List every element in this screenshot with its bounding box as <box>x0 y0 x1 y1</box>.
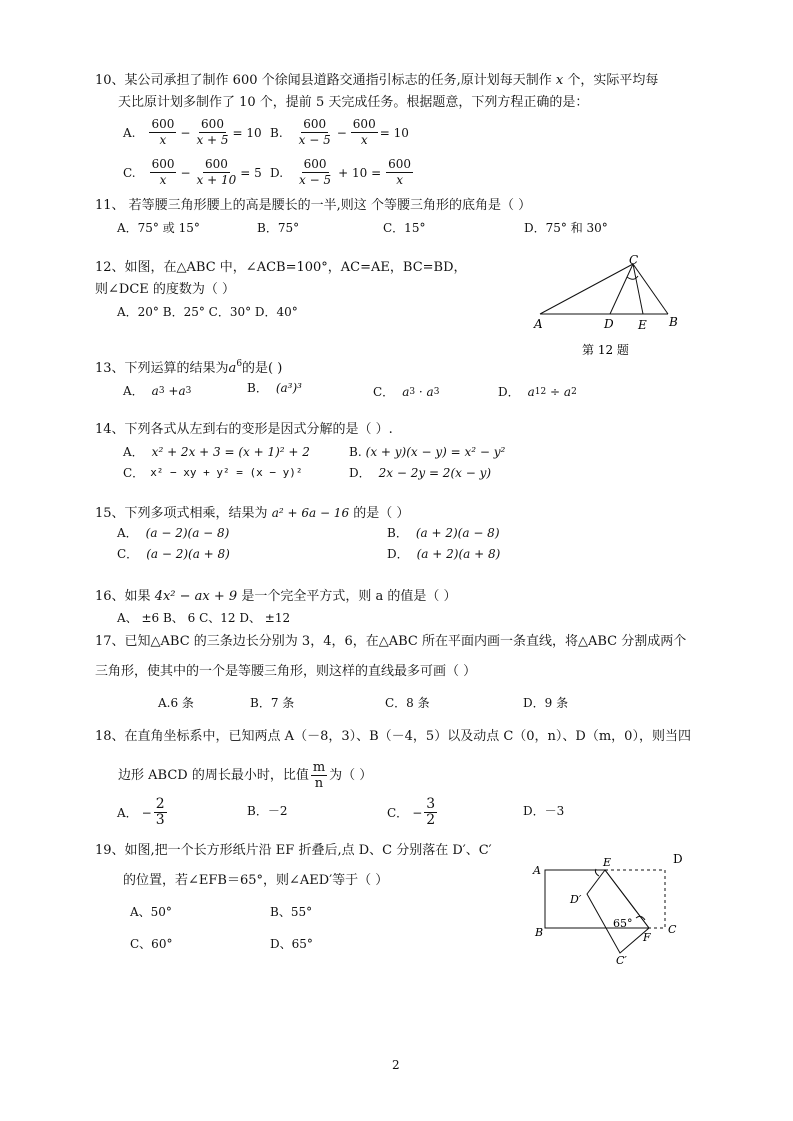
q19-label-c: C <box>668 923 677 936</box>
q10-a-frac2: $\frac{600}{x + 5}$ <box>196 117 229 147</box>
q18-option-c[interactable] <box>387 797 439 828</box>
q19-label-b: B <box>535 926 544 939</box>
q10-c-frac1: $\frac{600}{x}$ <box>151 157 175 187</box>
q14-d-label: D． <box>349 466 371 480</box>
q12-line1: 12、如图，在△ABC 中，∠ACB=100°，AC=AE，BC=BD， <box>95 260 467 275</box>
q19-option-b[interactable]: B、55° <box>270 905 313 919</box>
q15-option-a[interactable] <box>117 524 229 542</box>
q15-option-d[interactable] <box>387 545 500 563</box>
q14-option-a[interactable] <box>123 443 310 461</box>
q19-rect-left <box>545 870 649 928</box>
q14-d-text: 2x − 2y = 2(x − y) <box>378 466 492 480</box>
q10-b-frac2: $\frac{600}{x}$ <box>352 117 376 147</box>
q15-stem-post: 的是（ ） <box>353 506 410 521</box>
q14-b-text: (x + y)(x − y) = x² − y² <box>365 445 506 459</box>
q16-stem-expr: 4x² − ax + 9 <box>154 589 238 604</box>
q19-label-f: F <box>643 931 651 944</box>
q12-label-b: B <box>669 315 678 329</box>
q18-option-a[interactable] <box>117 797 169 828</box>
q19-label-dprime: D′ <box>570 893 582 906</box>
q13-b-text: (a³)³ <box>275 381 302 395</box>
q12-label-e: E <box>638 318 647 332</box>
q18-ratio: $\frac{m}{n}$ <box>312 760 326 791</box>
q19-label-d: D <box>673 852 683 866</box>
q15-stem-pre: 15、下列多项式相乘，结果为 <box>95 506 268 521</box>
q18-option-b[interactable]: B．－2 <box>247 804 288 818</box>
q19-label-cprime: C′ <box>616 954 627 966</box>
q19-option-d[interactable]: D、65° <box>270 937 313 951</box>
q10-c-rhs: = 5 <box>240 165 262 180</box>
q18-a-sign: − <box>141 805 152 820</box>
q16-stem-pre: 16、如果 <box>95 589 151 604</box>
q14-a-text: x² + 2x + 3 = (x + 1)² + 2 <box>151 445 310 459</box>
q15-option-c[interactable] <box>117 545 230 563</box>
q18-a-label: A． <box>117 805 138 820</box>
q10-line1b-text: 个，实际平均每 <box>567 73 659 88</box>
q19-angle-label: 65° <box>613 917 633 930</box>
q12-caption: 第 12 题 <box>582 343 629 357</box>
q17-line2: 三角形，使其中的一个是等腰三角形，则这样的直线最多可画（ ） <box>95 664 477 679</box>
q10-line1-text: 10、某公司承担了制作 600 个徐闻县道路交通指引标志的任务,原计划每天制作 <box>95 73 552 88</box>
q10-a-frac1: $\frac{600}{x}$ <box>151 117 175 147</box>
q15-b-text: (a + 2)(a − 8) <box>415 526 500 540</box>
q12-label-a: A <box>534 317 543 331</box>
q14-option-c[interactable] <box>123 464 303 482</box>
q14-stem: 14、下列各式从左到右的变形是因式分解的是（ ）. <box>95 422 393 437</box>
q10-b-frac1: $\frac{600}{x - 5}$ <box>298 117 331 147</box>
q17-option-c[interactable]: C．8 条 <box>385 696 430 710</box>
q10-b-label: B. <box>270 125 283 140</box>
q19-angle-efb <box>636 916 645 920</box>
q13-option-c[interactable]: C． a 3 · a 3 <box>373 385 440 399</box>
q15-c-text: (a − 2)(a + 8) <box>146 547 230 561</box>
q11-option-a[interactable]: A．75° 或 15° <box>117 221 200 235</box>
q10-d-label: D. <box>270 165 284 180</box>
q11-option-c[interactable]: C．15° <box>383 221 426 235</box>
q18-a-frac: $\frac{2}{3}$ <box>155 796 165 828</box>
q10-d-frac1: $\frac{600}{x - 5}$ <box>299 157 332 187</box>
q15-option-b[interactable] <box>387 524 500 542</box>
q12-options[interactable]: A．20° B．25° C．30° D．40° <box>117 305 298 319</box>
q19-fold-figure <box>525 846 695 966</box>
q16-stem <box>95 588 456 606</box>
q10-option-c[interactable]: C. $\frac{600}{x}$ − $\frac{600}{x + 10}$ = 5 <box>123 157 262 187</box>
q14-a-label: A． <box>123 445 144 459</box>
q18-line1: 18、在直角坐标系中，已知两点 A（－8，3）、B（－4，5）以及动点 C（0，n）、D（m，0），则当四 <box>95 729 691 744</box>
q15-c-label: C． <box>117 547 139 561</box>
q17-option-a[interactable]: A.6 条 <box>158 696 194 710</box>
q17-line1: 17、已知△ABC 的三条边长分别为 3，4，6，在△ABC 所在平面内画一条直线，将△ABC 分割成两个 <box>95 634 687 649</box>
q14-c-text: x² − xy + y² = (x − y)² <box>150 466 303 479</box>
q18-line2-post: 为（ ） <box>329 767 373 783</box>
q14-option-d[interactable] <box>349 464 491 482</box>
q13-exp: 6 <box>236 359 243 369</box>
q15-d-text: (a + 2)(a + 8) <box>416 547 501 561</box>
q10-a-rhs: = 10 <box>232 125 262 140</box>
q10-option-a[interactable]: A. $\frac{600}{x}$ − $\frac{600}{x + 5}$ = 10 <box>123 117 262 147</box>
q13-base: a <box>228 361 237 376</box>
q10-d-frac2: $\frac{600}{x}$ <box>388 157 412 187</box>
q19-label-e: E <box>603 856 612 869</box>
q10-line2: 天比原计划多制作了 10 个，提前 5 天完成任务。根据题意，下列方程正确的是： <box>118 95 589 110</box>
q10-line1 <box>95 72 658 90</box>
q10-option-d[interactable] <box>270 157 415 188</box>
q15-stem-expr: a² + 6a − 16 <box>271 506 350 520</box>
q11-option-b[interactable]: B．75° <box>257 221 300 235</box>
q13-c-label: C． <box>373 385 395 399</box>
q12-label-c: C <box>629 253 639 267</box>
q19-label-a: A <box>533 864 541 877</box>
q11-stem: 11、 若等腰三角形腰上的高是腰长的一半,则这 个等腰三角形的底角是（ ） <box>95 198 532 213</box>
q13-option-d[interactable]: D． a 12 ÷ a 2 <box>498 385 577 399</box>
q18-c-frac: $\frac{3}{2}$ <box>426 796 436 828</box>
q13-stem-pre: 13、下列运算的结果为 <box>95 361 229 376</box>
q13-a-label: A． <box>123 384 144 398</box>
q15-stem <box>95 504 409 523</box>
q19-folded-flap <box>587 870 649 953</box>
q10-a-label: A. <box>123 125 136 140</box>
q17-option-d[interactable]: D．9 条 <box>523 696 569 710</box>
q13-d-label: D． <box>498 385 520 399</box>
q12-triangle-figure <box>530 252 690 362</box>
q16-options[interactable]: A、 ±6 B、 6 C、12 D、 ±12 <box>117 611 291 625</box>
q13-b-label: B． <box>247 381 268 395</box>
q18-c-sign: − <box>412 805 423 820</box>
q13-stem <box>95 360 282 378</box>
q19-option-c[interactable]: C、60° <box>130 937 173 951</box>
q12-edge-cd <box>610 264 633 314</box>
q18-line2-pre: 边形 ABCD 的周长最小时，比值 <box>118 767 309 783</box>
q13-option-b[interactable] <box>247 379 302 397</box>
q10-c-frac2: $\frac{600}{x + 10}$ <box>196 157 237 187</box>
q12-edge-ac <box>540 264 633 314</box>
q10-b-rhs: = 10 <box>379 125 409 140</box>
q19-line1: 19、如图,把一个长方形纸片沿 EF 折叠后,点 D、C 分别落在 D′、C′ <box>95 843 492 858</box>
q12-line2: 则∠DCE 的度数为（ ） <box>95 282 236 297</box>
q15-a-text: (a − 2)(a − 8) <box>145 526 230 540</box>
q16-stem-post: 是一个完全平方式，则 a 的值是（ ） <box>241 589 457 604</box>
q18-option-d[interactable]: D．－3 <box>523 804 565 818</box>
q11-option-d[interactable]: D．75° 和 30° <box>524 221 608 235</box>
q10-c-label: C. <box>123 165 136 180</box>
q15-b-label: B． <box>387 526 408 540</box>
q12-label-d: D <box>604 317 614 331</box>
q19-option-a[interactable]: A、50° <box>130 905 172 919</box>
q13-option-a[interactable]: A． a 3 + a 3 <box>123 384 192 398</box>
q19-line2: 的位置，若∠EFB＝65°，则∠AED′等于（ ） <box>123 873 389 888</box>
q14-b-label: B. <box>349 445 362 459</box>
q14-option-b[interactable] <box>349 443 505 461</box>
q18-c-label: C． <box>387 805 409 820</box>
q15-a-label: A． <box>117 526 138 540</box>
page-number: 2 <box>392 1058 400 1072</box>
q15-d-label: D． <box>387 547 409 561</box>
q17-option-b[interactable]: B．7 条 <box>250 696 295 710</box>
q10-var: x <box>555 73 564 88</box>
q10-d-mid: + 10 = <box>338 165 382 180</box>
q14-c-label: C． <box>123 466 145 480</box>
q10-option-b[interactable]: B. $\frac{600}{x - 5}$ − $\frac{600}{x}$ = 10 <box>270 117 409 147</box>
q13-stem-post: 的是( ) <box>242 361 283 376</box>
q18-line2 <box>118 760 372 791</box>
